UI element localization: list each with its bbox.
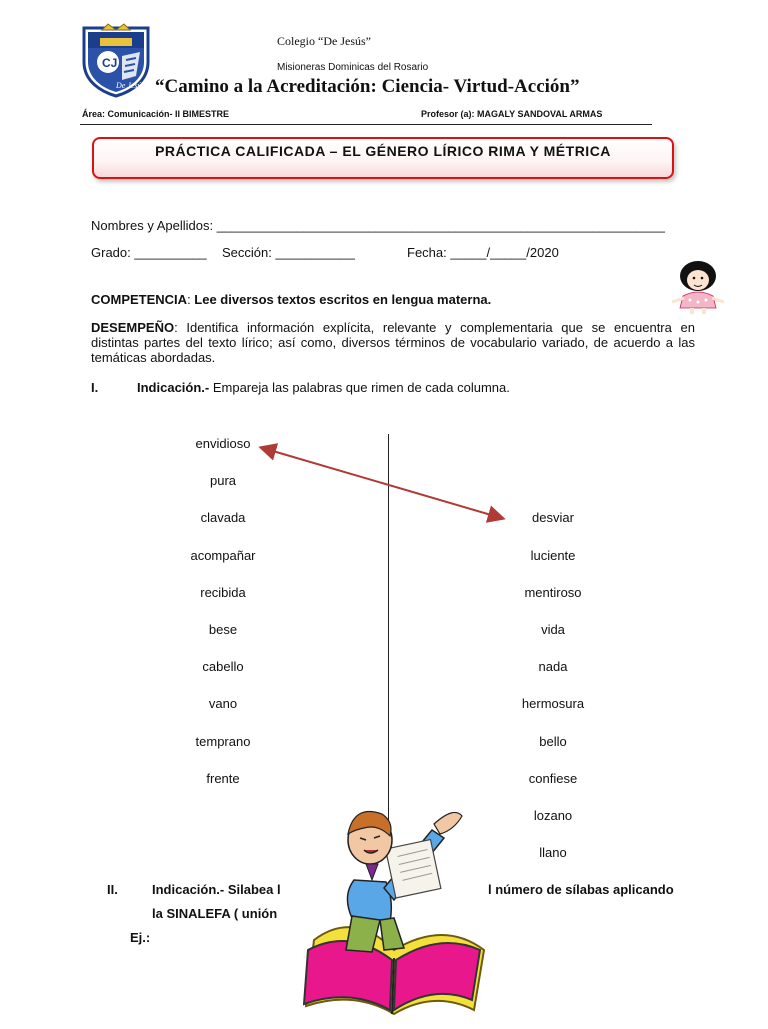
desempeno-label: DESEMPEÑO (91, 320, 175, 335)
left-word: vano (208, 696, 238, 711)
teacher-label: Profesor (a): MAGALY SANDOVAL ARMAS (421, 109, 603, 119)
right-word: llano (539, 845, 567, 860)
left-word: temprano (195, 734, 251, 749)
example-label: Ej.: (130, 930, 151, 945)
left-word: recibida (200, 585, 246, 600)
boy-reading-book-image (294, 800, 490, 1024)
grade-field: Grado: __________ (91, 245, 207, 260)
right-word: confiese (528, 771, 578, 786)
right-word: mentiroso (524, 585, 582, 600)
left-word: pura (209, 473, 237, 488)
left-word: envidioso (195, 436, 251, 451)
logo-text: De Jesús (116, 81, 145, 90)
section1-number: I. (91, 380, 99, 395)
right-word: lozano (533, 808, 573, 823)
section2-instruction-end: l número de sílabas aplicando (488, 882, 674, 897)
competencia-label: COMPETENCIA (91, 292, 188, 307)
right-word: hermosura (521, 696, 585, 711)
section2-number: II. (107, 882, 118, 897)
left-word: clavada (200, 510, 246, 525)
title-box (92, 137, 674, 179)
left-word: acompañar (190, 548, 256, 563)
cartoon-girl-image (668, 256, 728, 316)
competencia: COMPETENCIA: Lee diversos textos escritos en lengua materna. (91, 292, 492, 307)
desempeno (91, 320, 695, 365)
school-name: Colegio “De Jesús” (277, 34, 371, 48)
section1-label: Indicación.- (137, 380, 210, 395)
section1-instruction (137, 380, 510, 395)
column-divider (388, 434, 389, 834)
section-field: Sección: ___________ (222, 245, 356, 260)
right-word: vida (541, 622, 565, 637)
section2-instruction-line2: la SINALEFA ( unión (152, 906, 278, 921)
competencia-text: Lee diversos textos escritos en lengua materna. (194, 292, 492, 307)
order-name: Misioneras Dominicas del Rosario (277, 62, 429, 73)
header-divider (80, 124, 652, 125)
svg-text:CJ: CJ (102, 56, 118, 70)
right-word: bello (539, 734, 567, 749)
area-label: Área: Comunicación- II BIMESTRE (82, 109, 230, 119)
right-word: desviar (532, 510, 574, 525)
left-word: cabello (202, 659, 244, 674)
right-word: nada (538, 659, 568, 674)
page-title: PRÁCTICA CALIFICADA – EL GÉNERO LÍRICO RIMA Y MÉTRICA (155, 143, 611, 159)
names-field: Nombres y Apellidos: ______________________________________________________________ (91, 218, 665, 233)
date-field: Fecha: _____/_____/2020 (407, 245, 559, 260)
desempeno-text: : Identifica información explícita, relevante y complementaria que se encuentra en distintas partes del texto lírico; así como, diversos términos de vocabulario variado, de acuerdo a las temáticas abordadas. (91, 320, 695, 365)
school-logo (78, 22, 154, 98)
section2-instruction-start: Indicación.- Silabea l (152, 882, 281, 897)
left-word: bese (208, 622, 238, 637)
section1-text: Empareja las palabras que rimen de cada columna. (209, 380, 510, 395)
right-word: luciente (530, 548, 576, 563)
motto: “Camino a la Acreditación: Ciencia- Virtud-Acción” (155, 76, 580, 97)
left-word: frente (206, 771, 240, 786)
